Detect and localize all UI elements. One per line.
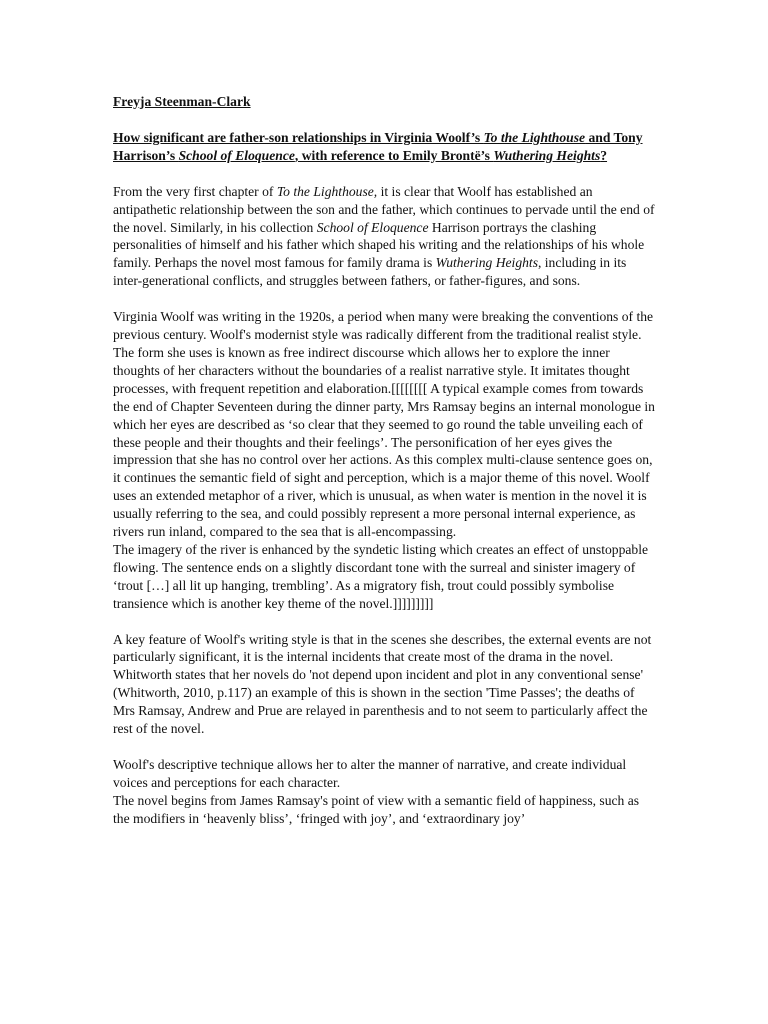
text-run: Harrison portrays the clashing personalities of himself and his father which shaped his writing and the relationships of his whole family. Perhaps the novel most famous for family drama is (113, 219, 645, 271)
paragraph-whitworth: Whitworth states that her novels do 'not depend upon incident and plot in any conventional sense' (Whitworth, 2010, p.117) an example of this is shown in the section 'Time Passes'; the deaths of Mrs Ramsay, Andrew and Prue are relayed in parenthesis and to not seem to particularly affect the rest of the novel. (113, 667, 648, 737)
paragraph-river-imagery: The imagery of the river is enhanced by the syndetic listing which creates an effect of unstoppable flowing. The sentence ends on a slightly discordant tone with the surreal and sinister imagery of ‘trout […] all lit up hanging, trembling’. As a migratory fish, trout could possibly symbolise transience which is another key theme of the novel.]]]]]]]]] (113, 541, 649, 611)
text-run: , including in its inter-generational conflicts, and struggles between fathers, or father-figures, and sons. (113, 255, 627, 289)
essay-title (113, 129, 658, 165)
title-part: How significant are father-son relationships in Virginia Woolf’s (113, 129, 484, 145)
text-run-italic: To the Lighthouse, (276, 183, 378, 199)
title-part: and Tony Harrison’s (113, 129, 643, 163)
text-run-italic: Wuthering Heights (435, 255, 538, 271)
author-name: Freyja Steenman-Clark (113, 94, 251, 109)
title-part: ? (600, 147, 608, 163)
paragraph-intro (113, 183, 658, 290)
title-part: , with reference to Emily Brontë’s (294, 147, 494, 163)
text-run: From the very first chapter of (113, 183, 277, 199)
paragraph-key-feature: A key feature of Woolf's writing style is that in the scenes she describes, the external events are not particularly significant, it is the internal incidents that create most of the drama in the novel. (113, 631, 652, 665)
paragraph-woolf-style: Virginia Woolf was writing in the 1920s, a period when many were breaking the conventions of the previous century. Woolf's modernist style was radically different from the traditional realist style. The form she uses is known as free indirect discourse which allows her to explore the inner thoughts of her characters without the boundaries of a realist narrative style. It imitates thought processes, with frequent repetition and elaboration.[[[[[[[[ A typical example comes from towards the end of Chapter Seventeen during the dinner party, Mrs Ramsay begins an internal monologue in which her eyes are described as ‘so clear that they seemed to go round the table unveiling each of these people and their thoughts and their feelings’. The personification of her eyes gives the impression that she has no control over her actions. As this complex multi-clause sentence goes on, it continues the semantic field of sight and perception, which is a major theme of this novel. Woolf uses an extended metaphor of a river, which is unusual, as when water is mention in the novel it is usually referring to the sea, and could possibly represent a more personal internal experience, as rivers run inland, compared to the sea that is all-encompassing. (113, 309, 655, 540)
paragraph-descriptive-technique: Woolf's descriptive technique allows her to alter the manner of narrative, and create individual voices and perceptions for each character. (113, 757, 627, 790)
title-work-eloquence: School of Eloquence (178, 147, 295, 163)
title-work-lighthouse: To the Lighthouse (483, 129, 586, 145)
paragraph-james-ramsay: The novel begins from James Ramsay's point of view with a semantic field of happiness, such as the modifiers in ‘heavenly bliss’, ‘fringed with joy’, and ‘extraordinary joy’ (113, 792, 640, 826)
title-work-wuthering: Wuthering Heights (493, 147, 601, 163)
text-run: it is clear that Woolf has established an antipathetic relationship between the son and the father, which continues to pervade until the end of the novel. Similarly, in his collection (113, 183, 655, 235)
document-page (113, 93, 658, 828)
text-run-italic: School of Eloquence (316, 219, 429, 235)
